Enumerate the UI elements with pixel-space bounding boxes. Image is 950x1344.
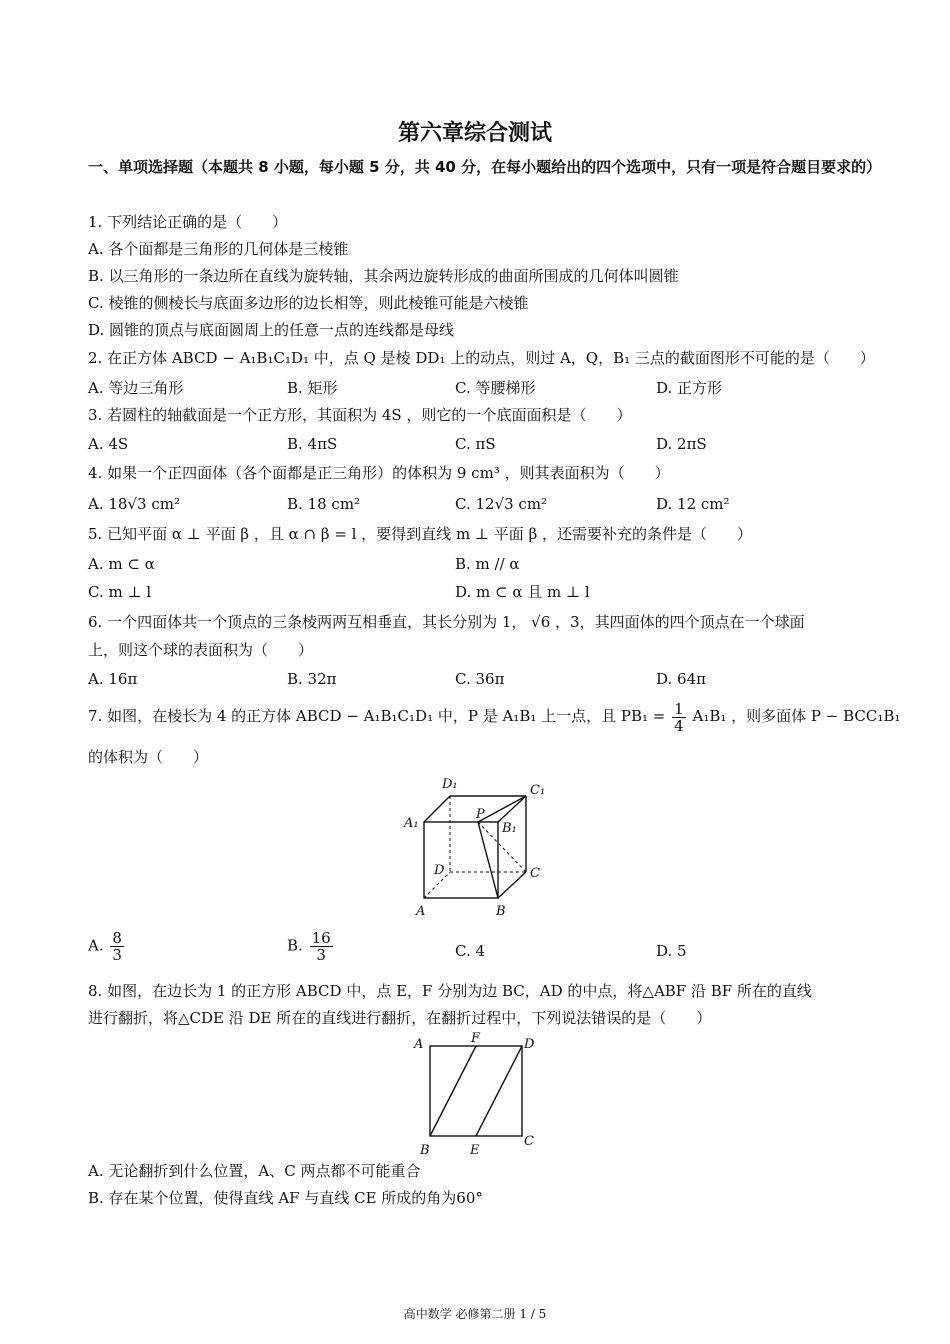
question-1-option-d: D. 圆锥的顶点与底面圆周上的任意一点的连线都是母线 [88,321,455,339]
question-8-stem-line-1: 8. 如图，在边长为 1 的正方形 ABCD 中，点 E，F 分别为边 BC，AD 的中点，将△ABF 沿 BF 所在的直线 [88,982,812,1000]
question-4-option-c: C. 12√3 cm² [455,495,548,513]
question-5-option-b: B. m // α [455,555,520,573]
fraction-denominator: 4 [674,716,684,735]
fraction-denominator: 3 [112,946,122,964]
question-4-stem: 4. 如果一个正四面体（各个面都是正三角形）的体积为 9 cm³ ，则其表面积为（ ） [88,464,670,482]
question-4-option-d: D. 12 cm² [656,495,730,513]
question-5-option-c: C. m ⊥ l [88,583,152,601]
label-a: A [416,904,426,919]
question-7-option-a [88,930,126,963]
question-3-stem: 3. 若圆柱的轴截面是一个正方形，其面积为 4S ，则它的一个底面面积是（ ） [88,406,632,424]
question-7-stem-line-1 [88,698,900,734]
label-e: E [470,1143,480,1158]
label-b1: B₁ [502,821,517,836]
label-d1: D₁ [442,777,458,792]
label-a: A [414,1037,424,1052]
option-a-label: A. [88,936,104,955]
label-c: C [524,1134,534,1149]
page-footer: 高中数学 必修第二册 1 / 5 [403,1307,547,1321]
question-6-option-a: A. 16π [88,670,138,688]
label-d: D [434,863,445,878]
question-5-option-a: A. m ⊂ α [88,555,155,573]
label-d: D [524,1037,535,1052]
fraction-numerator: 8 [112,929,122,947]
question-2-option-c: C. 等腰梯形 [455,379,536,397]
segment-de [476,1046,522,1136]
question-7-option-d: D. 5 [656,942,687,960]
question-5-option-d: D. m ⊂ α 且 m ⊥ l [455,583,590,601]
question-7-stem-prefix: 7. 如图，在棱长为 4 的正方体 ABCD − A₁B₁C₁D₁ 中，P 是 A₁B₁ 上一点，且 PB₁ = [88,707,666,725]
fraction-numerator: 1 [674,699,684,718]
question-2-option-d: D. 正方形 [656,379,723,397]
cube-figure [398,772,558,922]
question-4-option-b: B. 18 cm² [287,495,361,513]
question-1-option-c: C. 棱锥的侧棱长与底面多边形的边长相等，则此棱锥可能是六棱锥 [88,294,529,312]
question-4-option-a: A. 18√3 cm² [88,495,180,513]
square-abcd [430,1046,522,1136]
question-1-option-b: B. 以三角形的一条边所在直线为旋转轴，其余两边旋转形成的曲面所围成的几何体叫圆锥 [88,267,679,285]
label-c1: C₁ [530,783,546,798]
question-2-option-a: A. 等边三角形 [88,379,184,397]
question-2-stem: 2. 在正方体 ABCD − A₁B₁C₁D₁ 中，点 Q 是棱 DD₁ 上的动点，则过 A，Q，B₁ 三点的截面图形不可能的是（ ） [88,349,875,367]
segment-bf [430,1046,476,1136]
option-b-label: B. [287,936,303,955]
section-heading: 一、单项选择题（本题共 8 小题，每小题 5 分，共 40 分，在每小题给出的四个选项中，只有一项是符合题目要求的） [88,158,882,176]
label-b: B [496,904,506,919]
question-1-option-a: A. 各个面都是三角形的几何体是三棱锥 [88,240,349,258]
label-p: P [476,807,485,822]
square-figure [408,1030,548,1160]
label-a1: A₁ [404,816,419,831]
fraction-denominator: 3 [316,946,326,964]
question-6-option-b: B. 32π [287,670,337,688]
question-6-stem-line-2: 上，则这个球的表面积为（ ） [88,641,314,659]
option-b-fraction [310,930,333,963]
question-5-stem: 5. 已知平面 α ⊥ 平面 β ，且 α ∩ β = l ，要得到直线 m ⊥ 平面 β ，还需要补充的条件是（ ） [88,525,753,543]
cube-front-face [424,822,498,898]
question-7-fraction [672,701,686,734]
label-b: B [420,1143,430,1158]
question-3-option-b: B. 4πS [287,435,338,453]
question-2-option-b: B. 矩形 [287,379,338,397]
question-3-option-c: C. πS [455,435,496,453]
label-f: F [471,1031,481,1046]
question-6-option-c: C. 36π [455,670,505,688]
question-1-stem: 1. 下列结论正确的是（ ） [88,213,288,231]
question-3-option-d: D. 2πS [656,435,707,453]
question-8-option-a: A. 无论翻折到什么位置，A、C 两点都不可能重合 [88,1162,421,1180]
question-8-option-b: B. 存在某个位置，使得直线 AF 与直线 CE 所成的角为60° [88,1189,483,1207]
question-6-stem-line-1: 6. 一个四面体共一个顶点的三条棱两两互相垂直，其长分别为 1， √6 ，3，其四面体的四个顶点在一个球面 [88,613,805,631]
option-a-fraction [110,930,124,963]
fraction-numerator: 16 [311,929,331,947]
question-7-option-c: C. 4 [455,942,486,960]
question-3-option-a: A. 4S [88,435,129,453]
question-8-stem-line-2: 进行翻折，将△CDE 沿 DE 所在的直线进行翻折，在翻折过程中，下列说法错误的是（ ） [88,1009,712,1027]
question-6-option-d: D. 64π [656,670,706,688]
question-7-option-b [287,930,335,963]
question-7-stem-line-2: 的体积为（ ） [88,748,209,766]
label-c: C [530,866,540,881]
question-7-stem-suffix: A₁B₁ ，则多面体 P − BCC₁B₁ [692,707,901,725]
page-title: 第六章综合测试 [397,121,552,146]
